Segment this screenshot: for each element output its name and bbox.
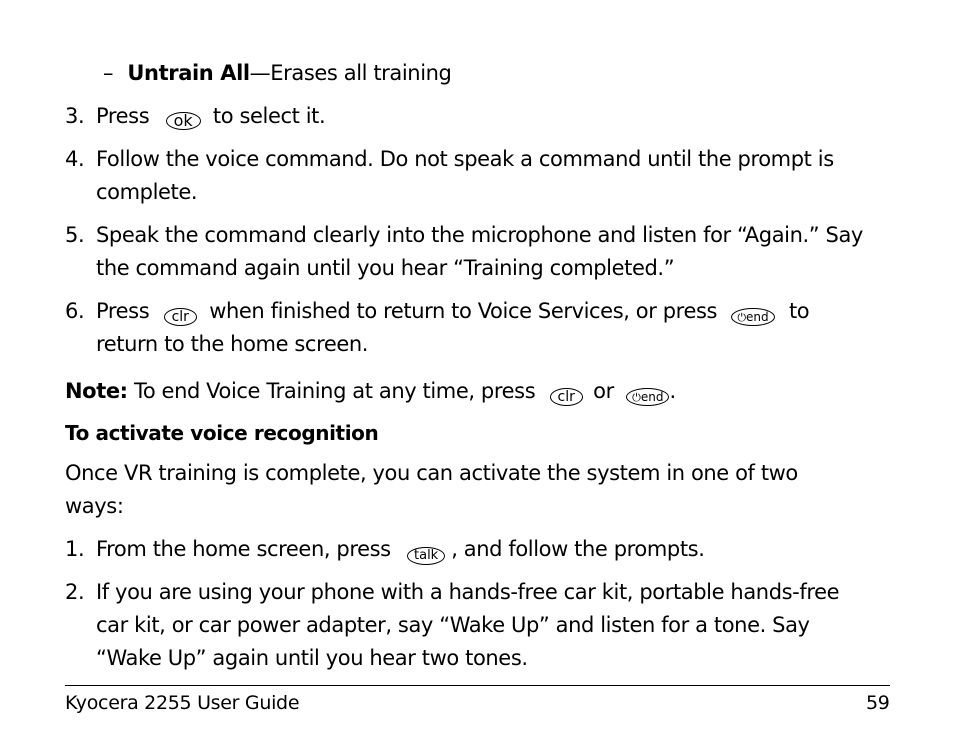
footer-title: Kyocera 2255 User Guide [65,692,300,714]
note-text: To end Voice Training at any time, press [133,379,536,403]
step-3-post: to select it. [212,104,326,128]
untrain-all-description: —Erases all training [249,61,452,85]
step-5-number: 5. [65,223,85,247]
end-key-icon: ⏻end [626,388,669,406]
step-3-pre: Press [96,104,150,128]
activate-step-2-line-3: “Wake Up” again until you hear two tones. [96,646,528,670]
clr-key-icon: clr [550,388,583,406]
step-6-post: to [788,299,810,323]
ok-key-icon: ok [166,112,201,130]
note [65,379,676,403]
end-key-icon: ⏻end [731,308,774,326]
page-number: 59 [866,692,890,714]
activate-step-2-number: 2. [65,580,85,604]
step-6-number: 6. [65,299,85,323]
step-5-line-1: Speak the command clearly into the microphone and listen for “Again.” Say [96,223,863,247]
clr-key-icon: clr [164,308,197,326]
section-heading: To activate voice recognition [65,421,379,445]
activate-step-1-text [96,537,705,562]
bullet-dash: – [103,61,114,85]
step-4-line-1: Follow the voice command. Do not speak a command until the prompt is [96,147,834,171]
intro-line-1: Once VR training is complete, you can activate the system in one of two [65,461,798,485]
step-5-line-2: the command again until you hear “Training completed.” [96,256,675,280]
activate-step-2-line-1: If you are using your phone with a hands-free car kit, portable hands-free [96,580,840,604]
note-label: Note: [65,379,128,403]
note-or: or [593,379,614,403]
step-6-pre: Press [96,299,150,323]
step-3-text [96,104,325,128]
note-period: . [669,379,676,403]
footer-rule [65,685,890,686]
talk-key-icon: talk [407,547,445,565]
step-6-line-2: return to the home screen. [96,332,369,356]
step-6-mid: when finished to return to Voice Services, or press [209,299,718,323]
step-4-number: 4. [65,147,85,171]
untrain-all-item [103,61,452,85]
intro-line-2: ways: [65,494,124,518]
step-3-number: 3. [65,104,85,128]
activate-step-1-post: , and follow the prompts. [451,537,705,561]
step-6-line-1 [96,299,809,323]
activate-step-2-line-2: car kit, or car power adapter, say “Wake Up” and listen for a tone. Say [96,613,810,637]
step-4-line-2: complete. [96,180,198,204]
activate-step-1-number: 1. [65,537,85,561]
untrain-all-term: Untrain All [127,61,250,85]
activate-step-1-pre: From the home screen, press [96,537,391,561]
